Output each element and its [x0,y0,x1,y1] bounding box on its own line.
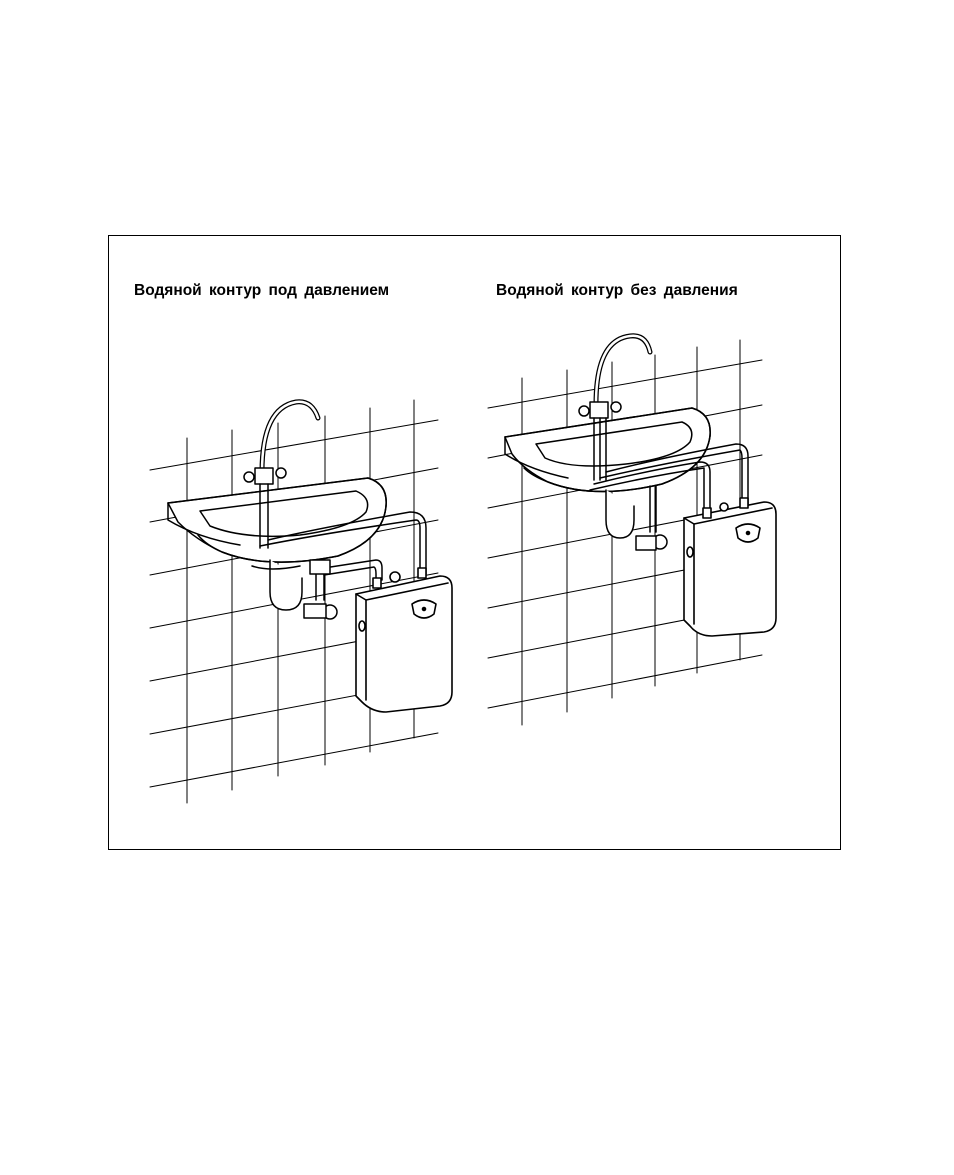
sink-right [505,408,710,538]
water-heater-right [684,498,776,636]
caption-unpressurized: Водяной контур без давления [496,282,738,299]
sink-left [168,478,386,610]
caption-pressurized: Водяной контур под давлением [134,282,390,299]
